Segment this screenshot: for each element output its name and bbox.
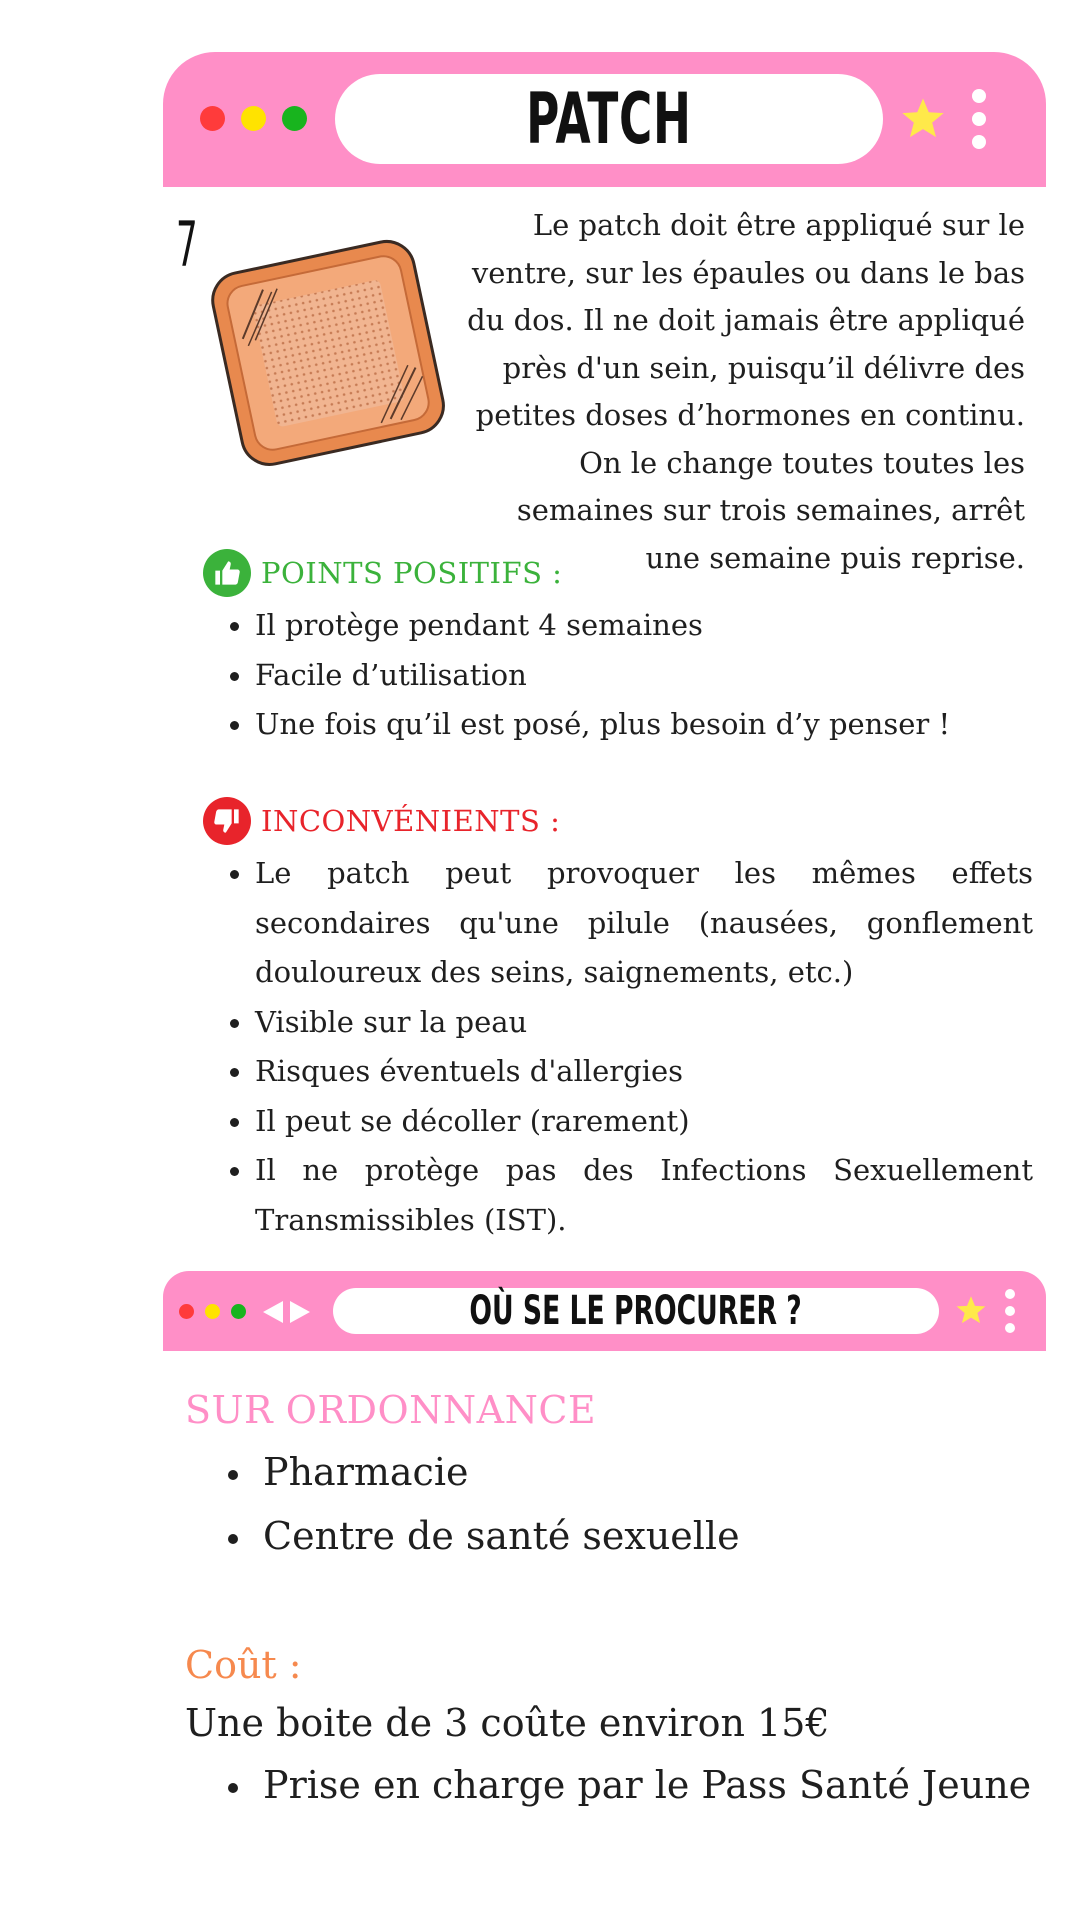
window-close-dot[interactable]: [179, 1304, 194, 1319]
list-item: Il ne protège pas des Infections Sexuellement Transmissibles (IST).: [203, 1146, 1033, 1245]
patch-illustration: [205, 225, 455, 475]
item-number: 7: [176, 208, 198, 281]
prescription-heading: SUR ORDONNANCE: [185, 1388, 597, 1432]
page-title: PATCH: [526, 78, 692, 160]
list-item: Risques éventuels d'allergies: [203, 1047, 1033, 1097]
star-icon[interactable]: [955, 1295, 987, 1326]
list-item: Visible sur la peau: [203, 998, 1033, 1048]
list-item: Il protège pendant 4 semaines: [203, 601, 1033, 651]
thumbs-down-icon: [203, 797, 251, 845]
positives-label: POINTS POSITIFS :: [261, 556, 563, 590]
list-item: Pharmacie: [185, 1440, 1045, 1504]
where-title: OÙ SE LE PROCURER ?: [469, 1288, 803, 1334]
title-bar: [163, 52, 1046, 187]
window-minimize-dot[interactable]: [205, 1304, 220, 1319]
negatives-heading: [203, 797, 1033, 845]
cost-section: [185, 1643, 1055, 1817]
where-title-field: [333, 1288, 939, 1334]
positives-section: [203, 549, 1033, 750]
title-field: [335, 74, 883, 164]
positives-heading: [203, 549, 1033, 597]
list-item: Prise en charge par le Pass Santé Jeune: [185, 1753, 1055, 1817]
positives-list: [203, 601, 1033, 750]
cost-text: Une boite de 3 coûte environ 15€: [185, 1701, 830, 1745]
list-item: Facile d’utilisation: [203, 651, 1033, 701]
where-section: [185, 1388, 1045, 1568]
arrow-right-icon[interactable]: [289, 1300, 311, 1324]
negatives-list: [203, 849, 1033, 1245]
kebab-menu-icon[interactable]: [1003, 1287, 1017, 1335]
where-bar: [163, 1271, 1046, 1351]
list-item: Centre de santé sexuelle: [185, 1504, 1045, 1568]
negatives-label: INCONVÉNIENTS :: [261, 804, 561, 838]
list-item: Une fois qu’il est posé, plus besoin d’y penser !: [203, 700, 1033, 750]
cost-list: [185, 1753, 1055, 1817]
negatives-section: [203, 797, 1033, 1245]
star-icon[interactable]: [900, 97, 946, 141]
where-list: [185, 1440, 1045, 1568]
arrow-left-icon[interactable]: [262, 1300, 284, 1324]
window-maximize-dot[interactable]: [231, 1304, 246, 1319]
cost-heading: Coût :: [185, 1643, 302, 1687]
window-close-dot[interactable]: [200, 106, 225, 131]
thumbs-up-icon: [203, 549, 251, 597]
description-text: Le patch doit être appliqué sur le ventre, sur les épaules ou dans le bas du dos. Il ne doit jamais être appliqué près d'un sein, puisqu’il délivre des petites doses d’hormones en continu. On le change toutes toutes les semaines sur trois semaines, arrêt une semaine puis reprise.: [467, 208, 1025, 575]
list-item: Il peut se décoller (rarement): [203, 1097, 1033, 1147]
list-item: Le patch peut provoquer les mêmes effets secondaires qu'une pilule (nausées, gonflement douloureux des seins, saignements, etc.): [203, 849, 1033, 998]
kebab-menu-icon[interactable]: [969, 85, 989, 155]
window-minimize-dot[interactable]: [241, 106, 266, 131]
window-maximize-dot[interactable]: [282, 106, 307, 131]
